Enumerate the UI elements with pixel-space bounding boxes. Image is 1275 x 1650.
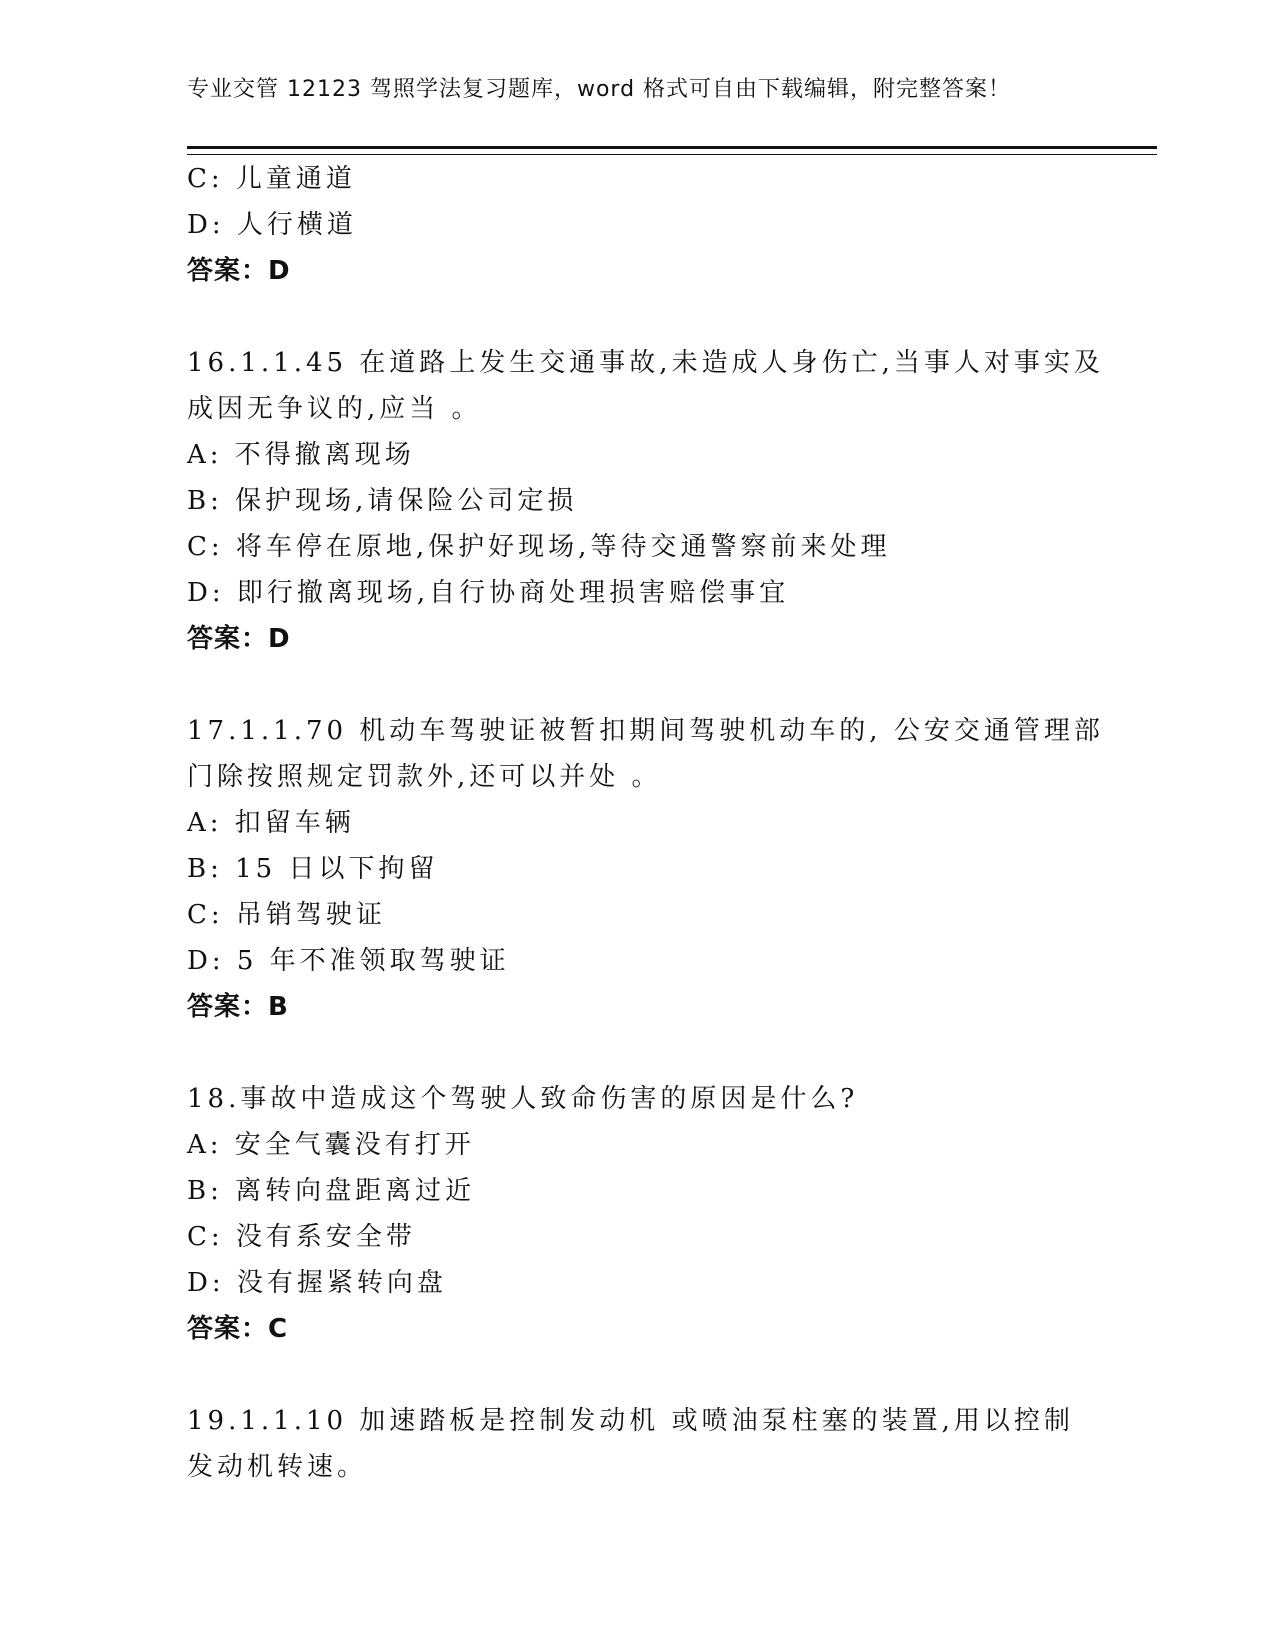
option-b: B: 保护现场,请保险公司定损 [187,486,578,516]
question-text: 19.1.1.10 加速踏板是控制发动机 或喷油泵柱塞的装置,用以控制 [187,1406,1074,1436]
block-spacer [187,662,1087,708]
page-header: 专业交管 12123 驾照学法复习题库，word 格式可自由下载编辑，附完整答案！ [187,77,1012,102]
option-a: A: 不得撤离现场 [187,440,415,470]
question-text: 发动机转速。 [187,1452,368,1482]
answer-line: 答案：D [187,624,291,654]
option-c: C: 吊销驾驶证 [187,900,386,930]
option-a: A: 安全气囊没有打开 [187,1130,475,1160]
block-spacer [187,294,1087,340]
option-d: D: 5 年不准领取驾驶证 [187,946,510,976]
option-b: B: 15 日以下拘留 [187,854,439,884]
option-b: B: 离转向盘距离过近 [187,1176,476,1206]
question-block [187,1398,1087,1490]
question-block [187,708,1104,1030]
question-text: 成因无争议的,应当 。 [187,394,482,424]
option-c: C: 将车停在原地,保护好现场,等待交通警察前来处理 [187,532,891,562]
answer-line: 答案：B [187,992,289,1022]
question-block [187,156,1087,294]
block-spacer [187,1030,1087,1076]
question-text: 17.1.1.70 机动车驾驶证被暂扣期间驾驶机动车的, 公安交通管理部 [187,716,1104,746]
option-d: D: 即行撤离现场,自行协商处理损害赔偿事宜 [187,578,790,608]
question-text: 16.1.1.45 在道路上发生交通事故,未造成人身伤亡,当事人对事实及 [187,348,1104,378]
option-d: D: 没有握紧转向盘 [187,1268,447,1298]
answer-line: 答案：C [187,1314,289,1344]
option-a: A: 扣留车辆 [187,808,355,838]
question-text: 18.事故中造成这个驾驶人致命伤害的原因是什么? [187,1084,859,1114]
question-block [187,340,1104,662]
question-text: 门除按照规定罚款外,还可以并处 。 [187,762,662,792]
block-spacer [187,1352,1087,1398]
option-c: C: 没有系安全带 [187,1222,416,1252]
answer-line: 答案：D [187,256,291,286]
header-divider [187,146,1157,155]
question-block [187,1076,1087,1352]
option-c: C: 儿童通道 [187,164,356,194]
option-d: D: 人行横道 [187,210,357,240]
document-body [187,156,1104,1490]
